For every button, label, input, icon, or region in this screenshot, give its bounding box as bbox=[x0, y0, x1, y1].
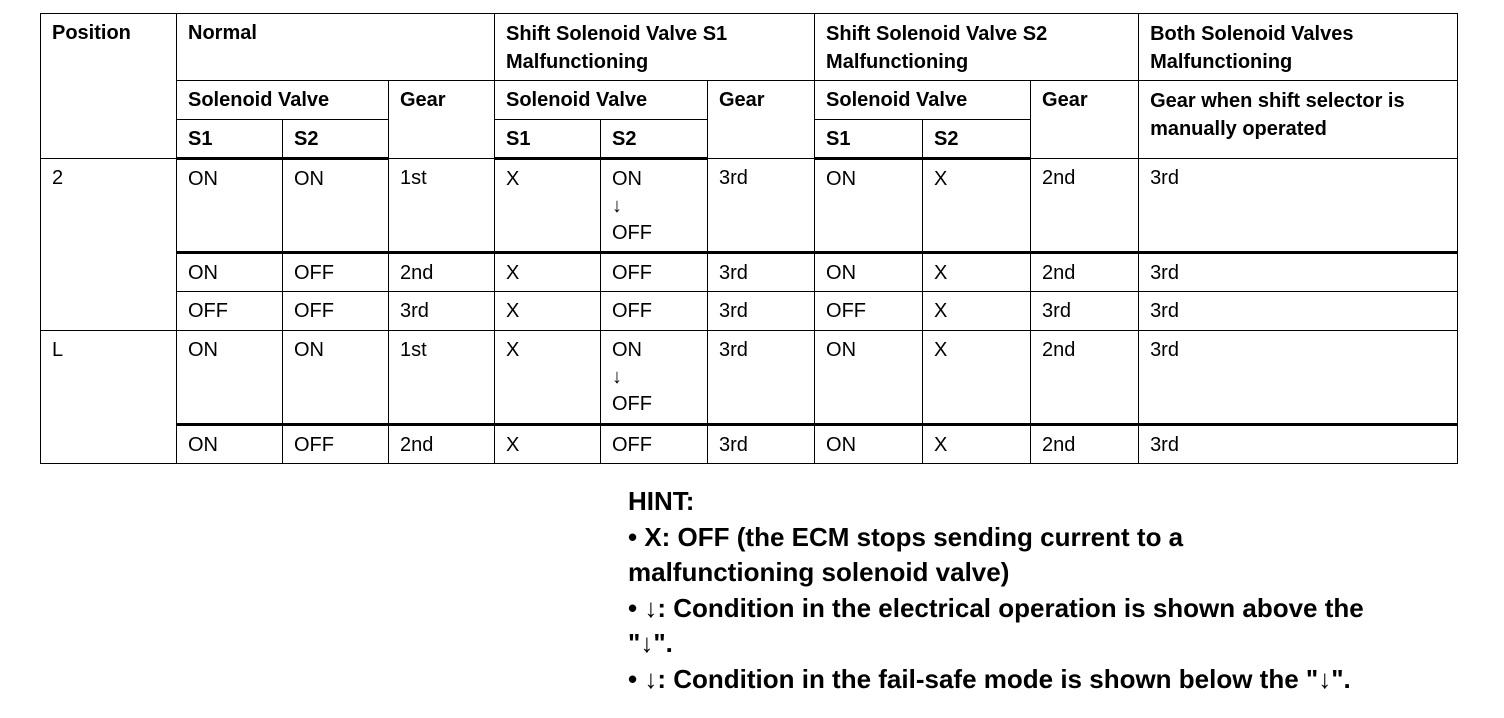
solenoid-valve-table bbox=[40, 13, 1458, 464]
s1malf-gear-cell: 3rd bbox=[708, 159, 815, 253]
s2malf-s2-cell: X bbox=[923, 253, 1031, 292]
s2malf-gear-cell: 2nd bbox=[1031, 425, 1139, 464]
table-row bbox=[41, 253, 1458, 292]
normal-gear-cell: 2nd bbox=[389, 425, 495, 464]
table-row bbox=[41, 425, 1458, 464]
s2malf-s2-cell: X bbox=[923, 425, 1031, 464]
both-malf-gear-cell: 3rd bbox=[1139, 292, 1458, 331]
s1malf-gear-cell: 3rd bbox=[708, 331, 815, 425]
s1malf-s1-cell: X bbox=[495, 253, 601, 292]
normal-s1-cell: ON bbox=[177, 425, 283, 464]
header-s2malf-gear: Gear bbox=[1031, 81, 1139, 159]
s1malf-s1-cell: X bbox=[495, 159, 601, 253]
s1malf-s1-cell: X bbox=[495, 425, 601, 464]
s2-fail-safe-value: OFF bbox=[612, 222, 652, 244]
s1malf-s1-cell: X bbox=[495, 292, 601, 331]
header-s1malf-gear: Gear bbox=[708, 81, 815, 159]
header-s2malf-s2: S2 bbox=[923, 120, 1031, 159]
down-arrow-icon: ↓ bbox=[612, 195, 622, 217]
s1malf-s2-cell: OFF bbox=[601, 253, 708, 292]
position-cell: L bbox=[41, 331, 177, 464]
s1malf-s2-cell: OFF bbox=[601, 425, 708, 464]
both-malf-gear-cell: 3rd bbox=[1139, 159, 1458, 253]
hint-line: "↓". bbox=[628, 628, 673, 658]
hint-line: malfunctioning solenoid valve) bbox=[628, 557, 1010, 587]
s2malf-s1-cell: ON bbox=[815, 425, 923, 464]
table-row bbox=[41, 331, 1458, 425]
hint-title: HINT: bbox=[628, 486, 695, 516]
hint-line: • ↓: Condition in the electrical operation is shown above the bbox=[628, 592, 1364, 623]
normal-gear-cell: 1st bbox=[389, 159, 495, 253]
normal-s2-cell: OFF bbox=[283, 253, 389, 292]
normal-gear-cell: 1st bbox=[389, 331, 495, 425]
normal-s1-cell: ON bbox=[177, 331, 283, 425]
s2malf-s1-cell: ON bbox=[815, 331, 923, 425]
header-gear-manual: Gear when shift selector is manually operated bbox=[1139, 81, 1458, 159]
s1malf-gear-cell: 3rd bbox=[708, 425, 815, 464]
hint-line: • X: OFF (the ECM stops sending current to a bbox=[628, 521, 1184, 552]
normal-s2-cell: OFF bbox=[283, 292, 389, 331]
table-row bbox=[41, 292, 1458, 331]
header-normal-s2: S2 bbox=[283, 120, 389, 159]
header-s1malf-s1: S1 bbox=[495, 120, 601, 159]
s1malf-s2-cell bbox=[601, 159, 708, 253]
s1malf-s2-cell bbox=[601, 331, 708, 425]
header-s1malf-s2: S2 bbox=[601, 120, 708, 159]
s2malf-gear-cell: 3rd bbox=[1031, 292, 1139, 331]
normal-gear-cell: 3rd bbox=[389, 292, 495, 331]
s1malf-s2-cell: OFF bbox=[601, 292, 708, 331]
s2malf-s1-cell: ON bbox=[815, 253, 923, 292]
header-both-malfunctioning: Both Solenoid Valves Malfunctioning bbox=[1139, 14, 1458, 81]
header-normal: Normal bbox=[177, 14, 495, 81]
hint-block bbox=[628, 484, 1364, 697]
s1malf-s1-cell: X bbox=[495, 331, 601, 425]
s2-fail-safe-value: OFF bbox=[612, 393, 652, 415]
both-malf-gear-cell: 3rd bbox=[1139, 425, 1458, 464]
s2malf-s2-cell: X bbox=[923, 331, 1031, 425]
normal-s2-cell: ON bbox=[283, 159, 389, 253]
header-normal-gear: Gear bbox=[389, 81, 495, 159]
s2malf-s2-cell: X bbox=[923, 292, 1031, 331]
header-normal-solenoid-valve: Solenoid Valve bbox=[177, 81, 389, 120]
s1malf-gear-cell: 3rd bbox=[708, 292, 815, 331]
header-position: Position bbox=[41, 14, 177, 159]
normal-s1-cell: ON bbox=[177, 159, 283, 253]
s2malf-s1-cell: OFF bbox=[815, 292, 923, 331]
table-row bbox=[41, 159, 1458, 253]
normal-s2-cell: OFF bbox=[283, 425, 389, 464]
position-cell: 2 bbox=[41, 159, 177, 331]
down-arrow-icon: ↓ bbox=[612, 366, 622, 388]
header-s1-malfunctioning: Shift Solenoid Valve S1 Malfunctioning bbox=[495, 14, 815, 81]
header-s2malf-solenoid-valve: Solenoid Valve bbox=[815, 81, 1031, 120]
hint-line: • ↓: Condition in the fail-safe mode is shown below the "↓". bbox=[628, 663, 1351, 694]
header-s2malf-s1: S1 bbox=[815, 120, 923, 159]
normal-gear-cell: 2nd bbox=[389, 253, 495, 292]
s2malf-s1-cell: ON bbox=[815, 159, 923, 253]
header-s2-malfunctioning: Shift Solenoid Valve S2 Malfunctioning bbox=[815, 14, 1139, 81]
s2malf-s2-cell: X bbox=[923, 159, 1031, 253]
normal-s2-cell: ON bbox=[283, 331, 389, 425]
normal-s1-cell: OFF bbox=[177, 292, 283, 331]
s2malf-gear-cell: 2nd bbox=[1031, 159, 1139, 253]
s1malf-gear-cell: 3rd bbox=[708, 253, 815, 292]
header-normal-s1: S1 bbox=[177, 120, 283, 159]
s2malf-gear-cell: 2nd bbox=[1031, 253, 1139, 292]
header-s1malf-solenoid-valve: Solenoid Valve bbox=[495, 81, 708, 120]
s2malf-gear-cell: 2nd bbox=[1031, 331, 1139, 425]
normal-s1-cell: ON bbox=[177, 253, 283, 292]
s2-electrical-value: ON bbox=[612, 168, 642, 190]
both-malf-gear-cell: 3rd bbox=[1139, 253, 1458, 292]
s2-electrical-value: ON bbox=[612, 339, 642, 361]
both-malf-gear-cell: 3rd bbox=[1139, 331, 1458, 425]
